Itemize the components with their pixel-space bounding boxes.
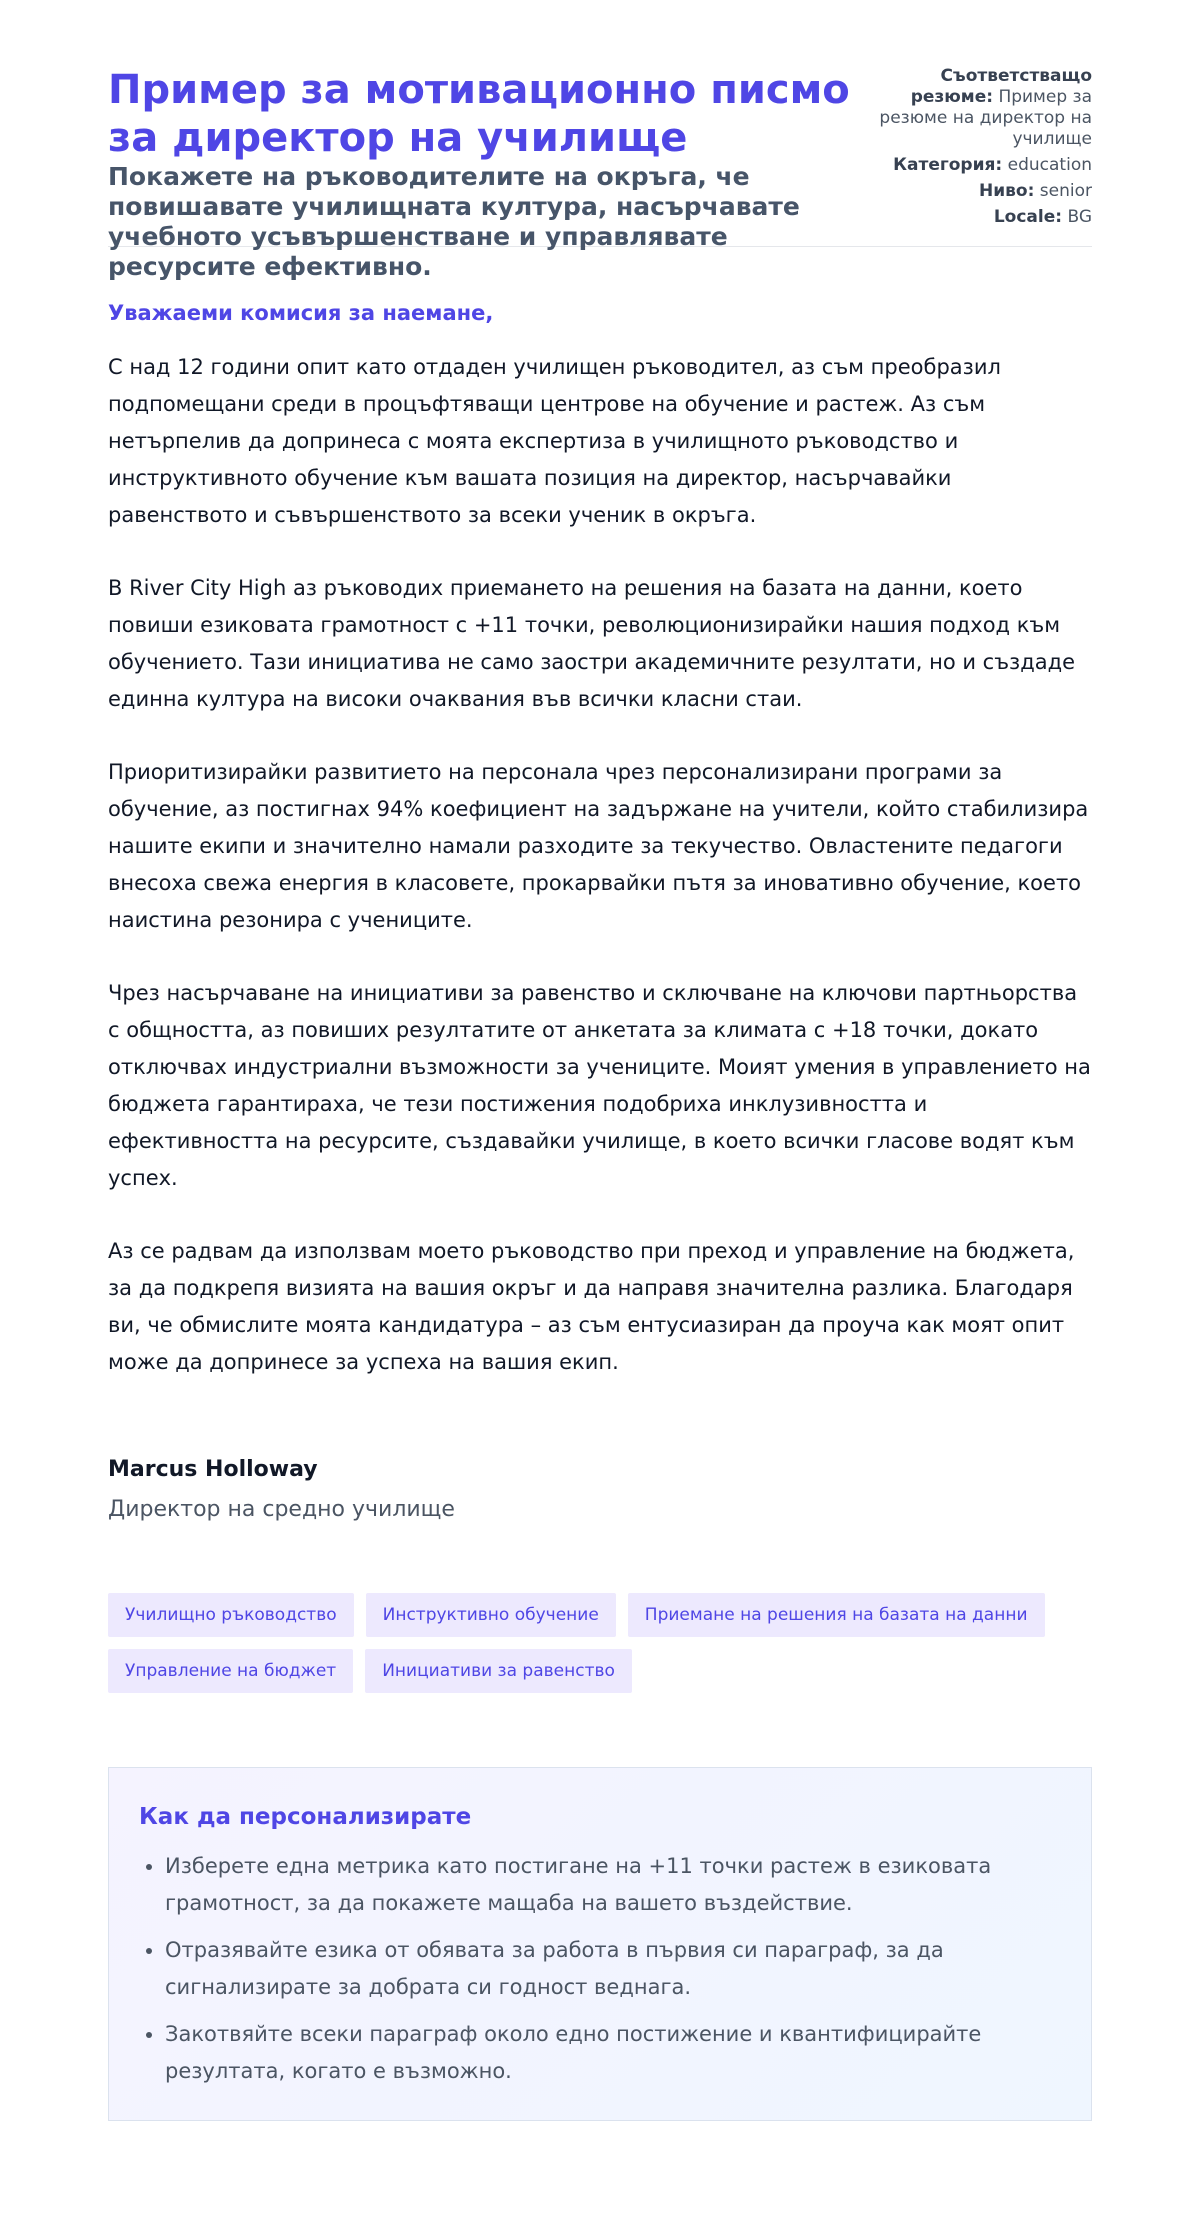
- title-block: [108, 66, 868, 282]
- skill-tag[interactable]: Управление на бюджет: [108, 1649, 353, 1693]
- tips-title: Как да персонализирате: [139, 1804, 472, 1830]
- tip-item: • Отразявайте езика от обявата за работа в първия си параграф, за да сигнализирате за добрата си годност веднага.: [165, 1932, 1061, 2006]
- page-header: [108, 0, 1092, 281]
- meta-category-value: education: [1007, 155, 1092, 175]
- skill-tag[interactable]: Инструктивно обучение: [366, 1593, 616, 1637]
- meta-resume-label: Съответстващо резюме:: [910, 66, 1092, 107]
- personalize-tips-box: [108, 1767, 1092, 2121]
- letter-paragraph: Приоритизирайки развитието на персонала чрез персонализирани програми за обучение, аз постигнах 94% коефициент на задържане на учители, който стабилизира нашите екипи и значително намали разходите за текучество. Овластените педагоги внесоха свежа енергия в класовете, прокарвайки пътя за иновативно обучение, което наистина резонира с учениците.: [108, 760, 1089, 932]
- meta-locale: [862, 207, 1092, 228]
- meta-resume: [862, 66, 1092, 150]
- letter-body: [108, 299, 1092, 1525]
- meta-category: [862, 155, 1092, 176]
- meta-panel: [862, 66, 1092, 233]
- letter-paragraph: Чрез насърчаване на инициативи за равенство и сключване на ключови партньорства с общността, аз повиших резултатите от анкетата за климата с +18 точки, докато отключвах индустриални възможности за учениците. Моият умения в управлението на бюджета гарантираха, че тези постижения подобриха инклузивността и ефективността на ресурсите, създавайки училище, в което всички гласове водят към успех.: [108, 981, 1091, 1190]
- meta-category-label: Категория:: [893, 155, 1003, 175]
- page-title: Пример за мотивационно писмо за директор на училище: [108, 67, 850, 161]
- letter-paragraph: Аз се радвам да използвам моето ръководство при преход и управление на бюджета, за да подкрепя визията на вашия окръг и да направя значителна разлика. Благодаря ви, че обмислите моята кандидатура – аз съм ентусиазиран да проуча как моят опит може да допринесе за успеха на вашия екип.: [108, 1239, 1075, 1374]
- letter-paragraph: В River City High аз ръководих приемането на решения на базата на данни, което повиши езиковата грамотност с +11 точки, революционизирайки нашия подход към обучението. Тази инициатива не само заостри академичните резултати, но и създаде единна култура на високи очаквания във всички класни стаи.: [108, 576, 1076, 711]
- tip-item: • Закотвяйте всеки параграф около едно постижение и квантифицирайте резултата, когато е възможно.: [165, 2016, 1061, 2090]
- tips-list: [139, 1848, 1061, 2090]
- meta-resume-link[interactable]: Пример за резюме на директор на училище: [879, 87, 1092, 149]
- meta-level: [862, 181, 1092, 202]
- meta-level-value: senior: [1039, 181, 1092, 201]
- meta-locale-value: BG: [1067, 207, 1092, 227]
- meta-level-label: Ниво:: [979, 181, 1035, 201]
- signature-name: Marcus Holloway: [108, 1457, 318, 1482]
- salutation: Уважаеми комисия за наемане,: [108, 301, 494, 325]
- meta-locale-label: Locale:: [993, 207, 1063, 227]
- letter-paragraph: С над 12 години опит като отдаден училищен ръководител, аз съм преобразил подпомещани среди в процъфтяващи центрове на обучение и растеж. Аз съм нетърпелив да допринеса с моята експертиза в училищното ръководство и инструктивното обучение към вашата позиция на директор, насърчавайки равенството и съвършенството за всеки ученик в окръга.: [108, 355, 1001, 527]
- skill-tags: [108, 1593, 1092, 1693]
- skill-tag[interactable]: Приемане на решения на базата на данни: [628, 1593, 1045, 1637]
- tip-item: • Изберете една метрика като постигане на +11 точки растеж в езиковата грамотност, за да покажете мащаба на вашето въздействие.: [165, 1848, 1061, 1922]
- skill-tag[interactable]: Училищно ръководство: [108, 1593, 354, 1637]
- skill-tag[interactable]: Инициативи за равенство: [365, 1649, 632, 1693]
- page-subtitle: Покажете на ръководителите на окръга, че повишавате училищната култура, насърчавате учебното усъвършенстване и управлявате ресурсите ефективно.: [108, 162, 800, 281]
- signature-role: Директор на средно училище: [108, 1497, 455, 1522]
